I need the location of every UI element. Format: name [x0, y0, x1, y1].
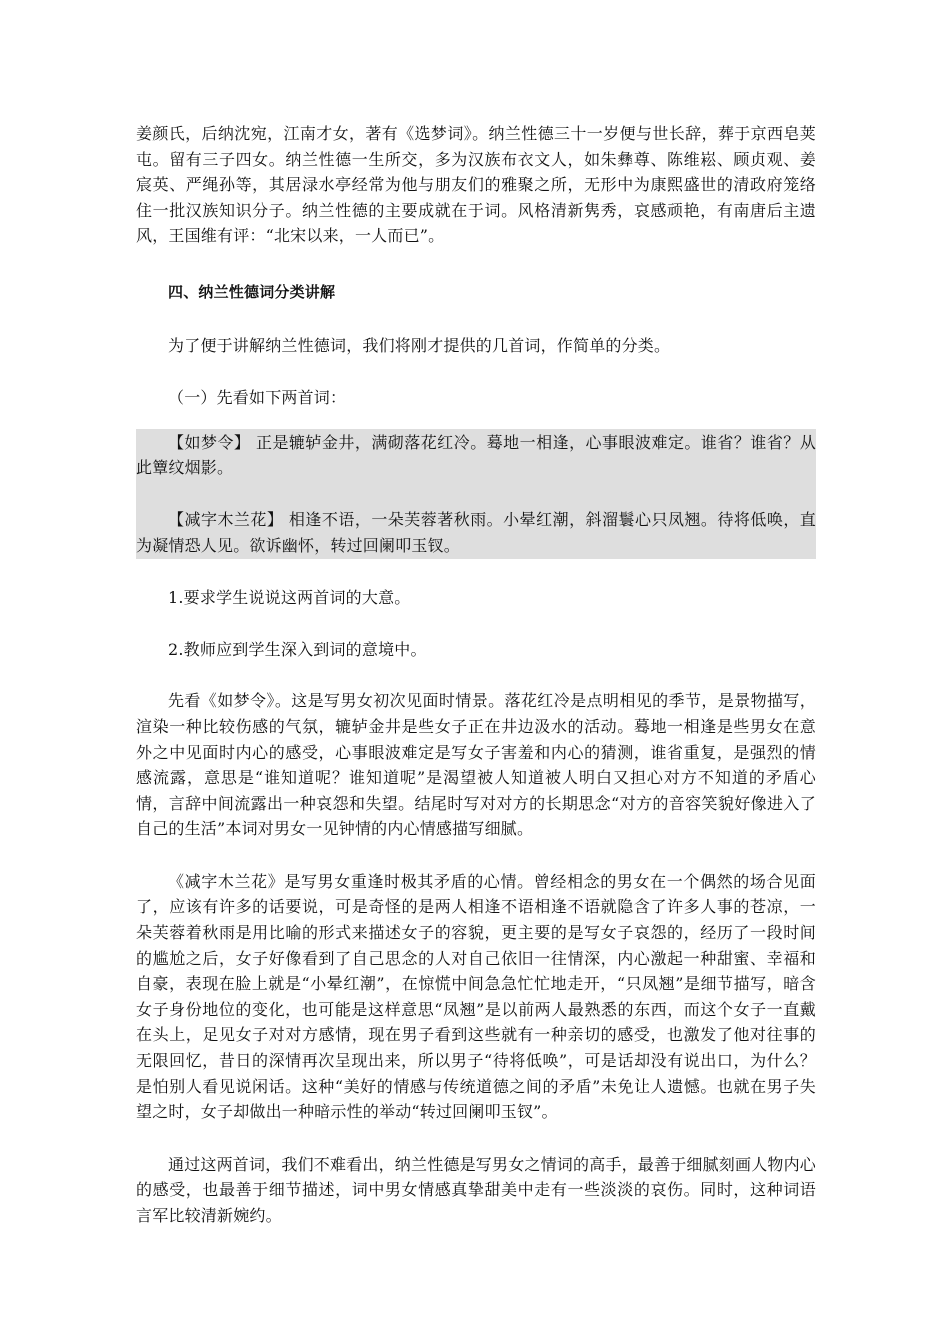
poem-block	[136, 429, 816, 559]
poem-title: 【如梦令】	[168, 432, 251, 452]
section-intro: 为了便于讲解纳兰性德词，我们将刚才提供的几首词，作简单的分类。	[168, 335, 671, 355]
analysis-paragraph: 先看《如梦令》。这是写男女初次见面时情景。落花红冷是点明相见的季节，是景物描写，渲染一种比较伤感的气氛，辘轳金井是些女子正在井边汲水的活动。蓦地一相逢是些男女在意外之中见面时内心的感受，心事眼波难定是写女子害羞和内心的猜测，谁省重复，是强烈的情感流露，意思是“谁知道呢？谁知道呢”是渴望被人知道被人明白又担心对方不知道的矛盾心情，言辞中间流露出一种哀怨和失望。结尾时写对对方的长期思念“对方的音容笑貌好像进入了自己的生活”本词对男女一见钟情的内心情感描写细腻。	[136, 691, 816, 839]
poem-text: 相逢不语，一朵芙蓉著秋雨。小晕红潮，斜溜鬟心只凤翘。待将低唤，直为凝情恐人见。欲诉幽怀，转过回阑叩玉钗。	[136, 509, 816, 555]
section-heading: 四、纳兰性德词分类讲解	[168, 282, 336, 301]
document-page	[136, 121, 816, 1229]
subsection-label: （一）先看如下两首词：	[168, 388, 347, 408]
poem-text: 正是辘轳金井，满砌落花红冷。蓦地一相逢，心事眼波难定。谁省？谁省？从此簟纹烟影。	[136, 432, 816, 478]
intro-paragraph: 姜颜氏，后纳沈宛，江南才女，著有《选梦词》。纳兰性德三十一岁便与世长辞，葬于京西皂荚屯。留有三子四女。纳兰性德一生所交，多为汉族布衣文人，如朱彝尊、陈维崧、顾贞观、姜宸英、严绳孙等，其居渌水亭经常为他与朋友们的雅聚之所，无形中为康熙盛世的清政府笼络住一批汉族知识分子。纳兰性德的主要成就在于词。风格清新隽秀，哀感顽艳，有南唐后主遗风，王国维有评：“北宋以来，一人而已”。	[136, 124, 816, 246]
step-item: 2.教师应到学生深入到词的意境中。	[168, 639, 427, 659]
analysis-paragraph: 通过这两首词，我们不难看出，纳兰性德是写男女之情词的高手，最善于细腻刻画人物内心的感受，也最善于细节描述，词中男女情感真挚甜美中走有一些淡淡的哀伤。同时，这种词语言军比较清新婉约。	[136, 1154, 817, 1225]
step-item: 1.要求学生说说这两首词的大意。	[168, 588, 411, 608]
poem-ru-meng-ling	[136, 429, 816, 482]
analysis-paragraph: 《减字木兰花》是写男女重逢时极其矛盾的心情。曾经相念的男女在一个偶然的场合见面了，应该有许多的话要说，可是奇怪的是两人相逢不语相逢不语就隐含了许多人事的苍凉，一朵芙蓉着秋雨是用比喻的形式来描述女子的容貌，更主要的是写女子哀怨的，经历了一段时间的尴尬之后，女子好像看到了自己思念的人对自己依旧一往情深，内心激起一种甜蜜、幸福和自豪，表现在脸上就是“小晕红潮”，在惊慌中间急急忙忙地走开，“只凤翘”是细节描写，暗含女子身份地位的变化，也可能是这样意思“凤翘”是以前两人最熟悉的东西，而这个女子一直戴在头上，足见女子对对方感情，现在男子看到这些就有一种亲切的感受，也激发了他对往事的无限回忆，昔日的深情再次呈现出来，所以男子“待将低唤”，可是话却没有说出口，为什么？是怕别人看见说闲话。这种“美好的情感与传统道德之间的矛盾”未免让人遗憾。也就在男子失望之时，女子却做出一种暗示性的举动“转过回阑叩玉钗”。	[136, 871, 816, 1122]
poem-title: 【减字木兰花】	[168, 509, 284, 529]
poem-jian-zi-mu-lan-hua	[136, 506, 816, 559]
